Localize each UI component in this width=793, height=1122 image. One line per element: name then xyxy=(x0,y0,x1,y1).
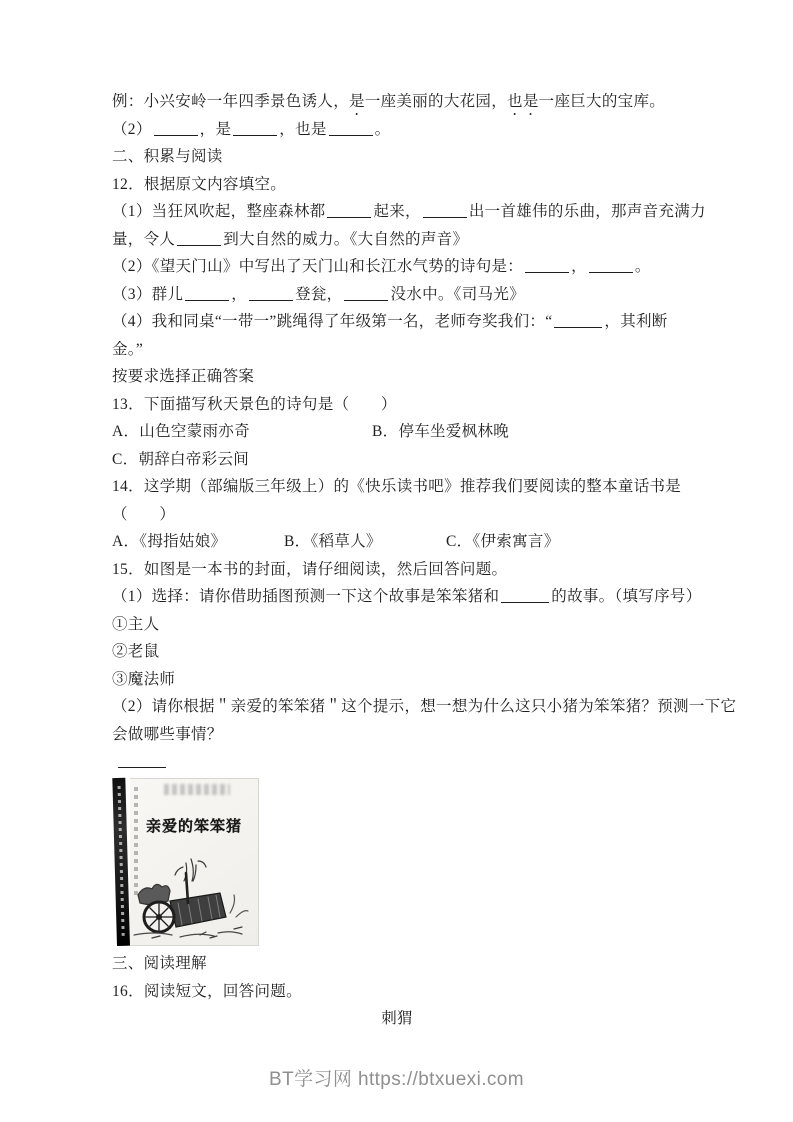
fill-blank xyxy=(423,203,467,218)
fill-blank xyxy=(327,203,371,218)
cart-illustration xyxy=(130,843,257,943)
publisher-scribble xyxy=(164,784,230,795)
example-sentence xyxy=(112,88,712,116)
fill-blank xyxy=(554,313,602,328)
q13-stem: 13．下面描写秋天景色的诗句是（ ） xyxy=(112,395,397,413)
q12-part4-line1 xyxy=(112,308,712,336)
section2-heading: 二、积累与阅读 xyxy=(112,148,223,165)
q12-part2-line xyxy=(112,253,712,281)
q12-3b: ， xyxy=(231,285,248,303)
q15-1b: 的故事。（填写序号） xyxy=(551,588,702,605)
q15-part1-line xyxy=(112,583,712,611)
fill-blank xyxy=(233,121,277,136)
q11-2-mid2: ，也是 xyxy=(279,120,327,138)
q15-choice-2: ②老鼠 xyxy=(112,643,160,660)
q12-1d: 量，令人 xyxy=(112,230,176,248)
q12-part4-line2: 金。” xyxy=(112,340,144,358)
q14-option-c: C．《伊索寓言》 xyxy=(446,533,560,550)
q15-choice-3: ③魔法师 xyxy=(112,670,176,688)
q12-1c: 出一首雄伟的乐曲，那声音充满力 xyxy=(468,203,706,220)
site-watermark: BT学习网 https://btxuexi.com xyxy=(269,1069,524,1090)
example-text-3: 一座巨大的宝库。 xyxy=(538,93,666,110)
q12-3d: 没水中。《司马光》 xyxy=(390,285,525,303)
document-body xyxy=(112,88,737,1033)
q11-part2-fill-line xyxy=(112,116,712,144)
q12-2b: ， xyxy=(571,258,587,275)
book-cover-front xyxy=(130,778,259,946)
answer-line xyxy=(112,754,712,770)
q12-2a: （2）《望天门山》中写出了天门山和长江水气势的诗句是： xyxy=(112,258,524,275)
q12-stem: 12．根据原文内容填空。 xyxy=(112,175,287,193)
passage-title: 刺猬 xyxy=(381,1010,413,1027)
emphasized-word-shi: 是 xyxy=(349,93,365,110)
fill-blank xyxy=(501,588,549,603)
q13-option-a: A．山色空蒙雨亦奇 xyxy=(112,423,250,440)
q15-part2-line1: （2）请你根据＂亲爱的笨笨猪＂这个提示，想一想为什么这只小猪为笨笨猪？预测一下它 xyxy=(112,698,737,715)
q14-option-a: A．《拇指姑娘》 xyxy=(112,533,227,550)
section3-heading: 三、阅读理解 xyxy=(112,955,207,972)
q14-paren-line: （ ） xyxy=(112,505,176,523)
q14-option-b: B．《稻草人》 xyxy=(284,533,382,550)
fill-blank xyxy=(329,121,373,136)
q12-3a: （3）群儿 xyxy=(112,285,184,303)
q12-1e: 到大自然的威力。《大自然的声音》 xyxy=(223,230,469,248)
fill-blank xyxy=(344,286,388,301)
q11-2-mid1: ，是 xyxy=(199,120,232,138)
example-text-2: 一座美丽的大花园， xyxy=(364,93,508,110)
fill-blank xyxy=(249,286,293,301)
emphasized-word-yeshi: 也是 xyxy=(507,93,539,110)
q12-1a: （1）当狂风吹起，整座森林都 xyxy=(112,203,326,220)
q15-choice-1: ①主人 xyxy=(112,615,160,633)
q12-3c: 登瓮， xyxy=(295,285,343,303)
fill-blank xyxy=(589,258,633,273)
q12-2c: 。 xyxy=(634,258,651,275)
q14-stem: 14．这学期（部编版三年级上）的《快乐读书吧》推荐我们要阅读的整本童话书是 xyxy=(112,478,682,495)
fill-blank xyxy=(154,121,198,136)
book-title: 亲爱的笨笨猪 xyxy=(145,819,242,835)
q12-part3-line xyxy=(112,281,712,309)
q11-2-end: 。 xyxy=(374,120,391,138)
q12-part1-line2 xyxy=(112,226,712,254)
q13-option-b: B．停车坐爱枫林晚 xyxy=(372,423,510,440)
q12-4b: ，其利断 xyxy=(604,313,668,330)
q12-4a: （4）我和同桌“一带一”跳绳得了年级第一名，老师夸奖我们：“ xyxy=(112,313,553,330)
book-cover-image xyxy=(117,778,259,946)
q11-2-prefix: （2） xyxy=(112,120,152,138)
q12-1b: 起来， xyxy=(373,203,421,220)
q12-part1-line1 xyxy=(112,198,712,226)
q15-1a: （1）选择：请你借助插图预测一下这个故事是笨笨猪和 xyxy=(112,588,500,605)
answer-blank xyxy=(118,754,166,768)
q15-stem: 15．如图是一本书的封面，请仔细阅读，然后回答问题。 xyxy=(112,560,508,578)
fill-blank xyxy=(177,231,221,246)
select-answer-header: 按要求选择正确答案 xyxy=(112,368,255,385)
q16-stem: 16．阅读短文，回答问题。 xyxy=(112,982,302,1000)
q15-part2-line2: 会做哪些事情？ xyxy=(112,725,223,743)
book-spine xyxy=(112,778,130,946)
q13-option-c: C．朝辞白帝彩云间 xyxy=(112,450,250,468)
fill-blank xyxy=(525,258,569,273)
example-text-1: 例：小兴安岭一年四季景色诱人， xyxy=(112,93,350,110)
fill-blank xyxy=(185,286,229,301)
q14-options-row xyxy=(112,528,712,556)
q13-options-row xyxy=(112,418,712,446)
